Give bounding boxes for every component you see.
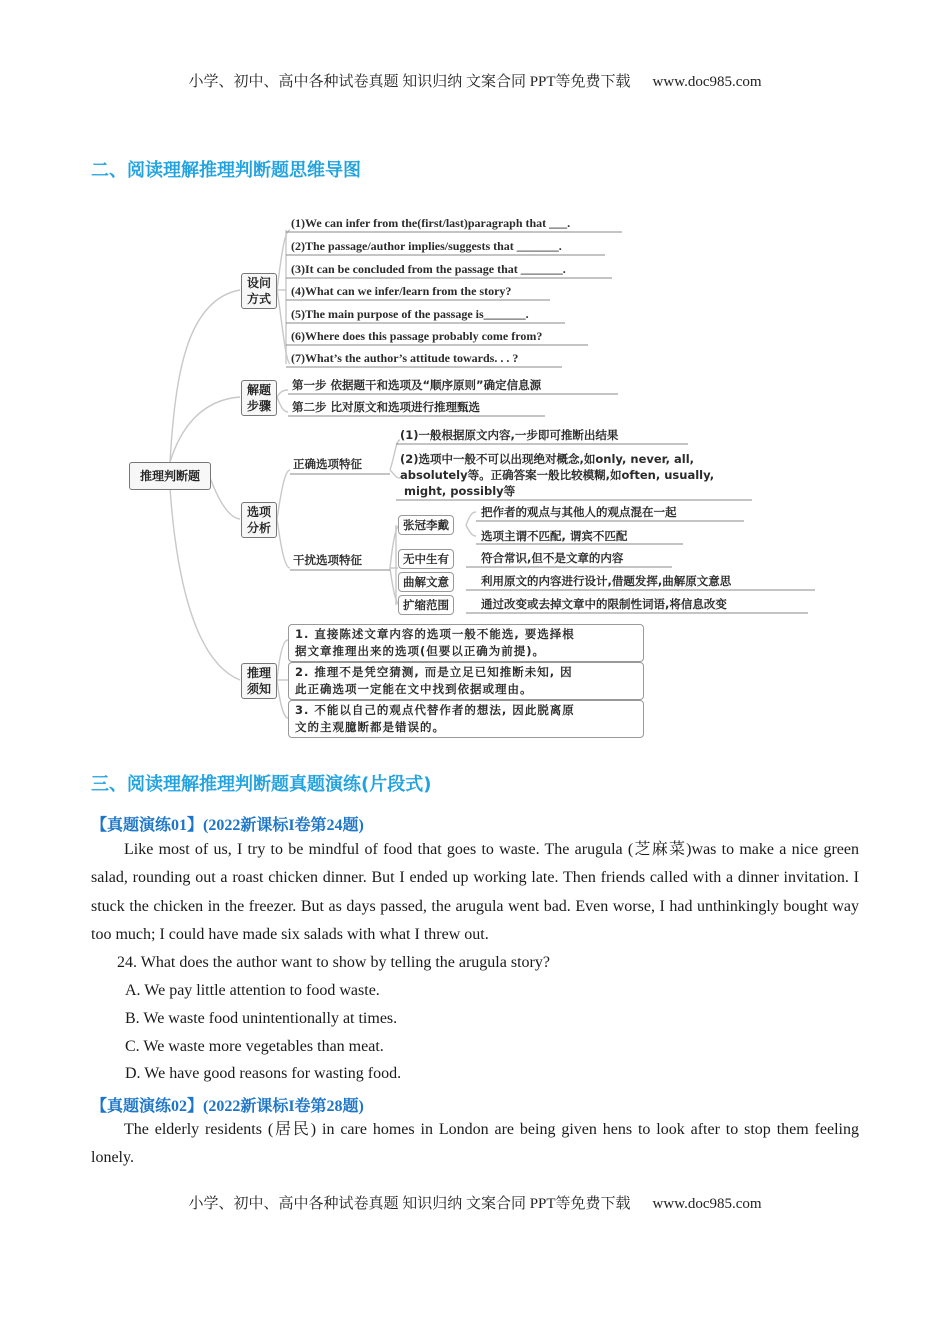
category-steps: 解题步骤 — [241, 380, 277, 416]
q2-passage: The elderly residents (居民) in care homes in London are being given hens to look after to stop them feeling lonely. — [91, 1121, 859, 1167]
ask-item: (4)What can we infer/learn from the story? — [291, 284, 512, 298]
correct-item: (1)一般根据原文内容,一步即可推断出结果 — [400, 428, 619, 442]
ask-item: (5)The main purpose of the passage is_______. — [291, 307, 529, 321]
note-box — [288, 624, 644, 662]
section3-title: 三、阅读理解推理判断题真题演练(片段式) — [91, 774, 432, 795]
step-item: 第二步 比对原文和选项进行推理甄选 — [292, 400, 481, 414]
distract-tag: 张冠李戴 — [398, 515, 454, 535]
note-line: 据文章推理出来的选项(但要以正确为前提)。 — [295, 644, 546, 658]
q1-passage: Like most of us, I try to be mindful of food that goes to waste. The arugula (芝麻菜)was to make a nice green salad, rounding out a roast chicken dinner. But I ended up working late. Then friends called with a dinner invitation. I stuck the chicken in the freezer. But as days passed, the arugula went bad. Even worse, I had unthinkingly bought way too much; I could have made six salads with what I threw out. — [91, 841, 859, 943]
category-ask: 设问方式 — [241, 273, 277, 309]
distract-option-label: 干扰选项特征 — [293, 553, 362, 567]
q1-option: C. We waste more vegetables than meat. — [125, 1038, 384, 1055]
ask-item: (1)We can infer from the(first/last)paragraph that ___. — [291, 216, 571, 230]
q1-question: 24. What does the author want to show by telling the arugula story? — [117, 954, 550, 971]
ask-item: (6)Where does this passage probably come from? — [291, 329, 543, 343]
correct-item: (2)选项中一般不可以出现绝对概念,如only, never, all, — [400, 452, 695, 466]
ask-item: (3)It can be concluded from the passage that _______. — [291, 262, 566, 276]
note-line: 文的主观臆断都是错误的。 — [295, 720, 445, 734]
footer-text: 小学、初中、高中各种试卷真题 知识归纳 文案合同 PPT等免费下载 — [188, 1196, 631, 1212]
correct-option-label: 正确选项特征 — [293, 457, 362, 471]
distract-tag: 无中生有 — [398, 549, 454, 569]
q1-option: D. We have good reasons for wasting food. — [125, 1065, 402, 1082]
correct-item: might, possibly等 — [404, 484, 516, 498]
distract-desc: 利用原文的内容进行设计,借题发挥,曲解原文意思 — [481, 574, 732, 588]
ask-item: (7)What’s the author’s attitude towards. . . ? — [291, 351, 519, 365]
step-item: 第一步 依据题干和选项及“顺序原则”确定信息源 — [292, 378, 542, 392]
note-box — [288, 662, 644, 700]
note-box — [288, 700, 644, 738]
distract-desc: 符合常识,但不是文章的内容 — [481, 551, 624, 565]
distract-tag: 曲解文意 — [398, 572, 454, 592]
q1-option: A. We pay little attention to food waste. — [125, 982, 380, 999]
distract-desc: 选项主谓不匹配, 谓宾不匹配 — [481, 529, 628, 543]
header-site: www.doc985.com — [652, 74, 762, 90]
footer-site: www.doc985.com — [652, 1196, 762, 1212]
category-notes: 推理须知 — [241, 663, 277, 699]
category-options: 选项分析 — [241, 502, 277, 538]
q1-title: 【真题演练01】(2022新课标I卷第24题) — [91, 817, 364, 834]
mindmap-root: 推理判断题 — [129, 462, 211, 490]
q1-option: B. We waste food unintentionally at times. — [125, 1010, 398, 1027]
distract-tag: 扩缩范围 — [398, 595, 454, 615]
header-text: 小学、初中、高中各种试卷真题 知识归纳 文案合同 PPT等免费下载 — [188, 74, 631, 90]
ask-item: (2)The passage/author implies/suggests that _______. — [291, 239, 562, 253]
page-footer — [0, 1192, 950, 1213]
correct-item: absolutely等。正确答案一般比较模糊,如often, usually, — [400, 468, 715, 482]
note-line: 2. 推理不是凭空猜测, 而是立足已知推断未知, 因 — [295, 665, 573, 679]
distract-desc: 把作者的观点与其他人的观点混在一起 — [481, 505, 677, 519]
q2-title: 【真题演练02】(2022新课标I卷第28题) — [91, 1098, 364, 1115]
note-line: 3. 不能以自己的观点代替作者的想法, 因此脱离原 — [295, 703, 575, 717]
section2-title: 二、阅读理解推理判断题思维导图 — [91, 160, 361, 181]
note-line: 此正确选项一定能在文中找到依据或理由。 — [295, 682, 533, 696]
distract-desc: 通过改变或去掉文章中的限制性词语,将信息改变 — [481, 597, 727, 611]
note-line: 1. 直接陈述文章内容的选项一般不能选, 要选择根 — [295, 627, 575, 641]
